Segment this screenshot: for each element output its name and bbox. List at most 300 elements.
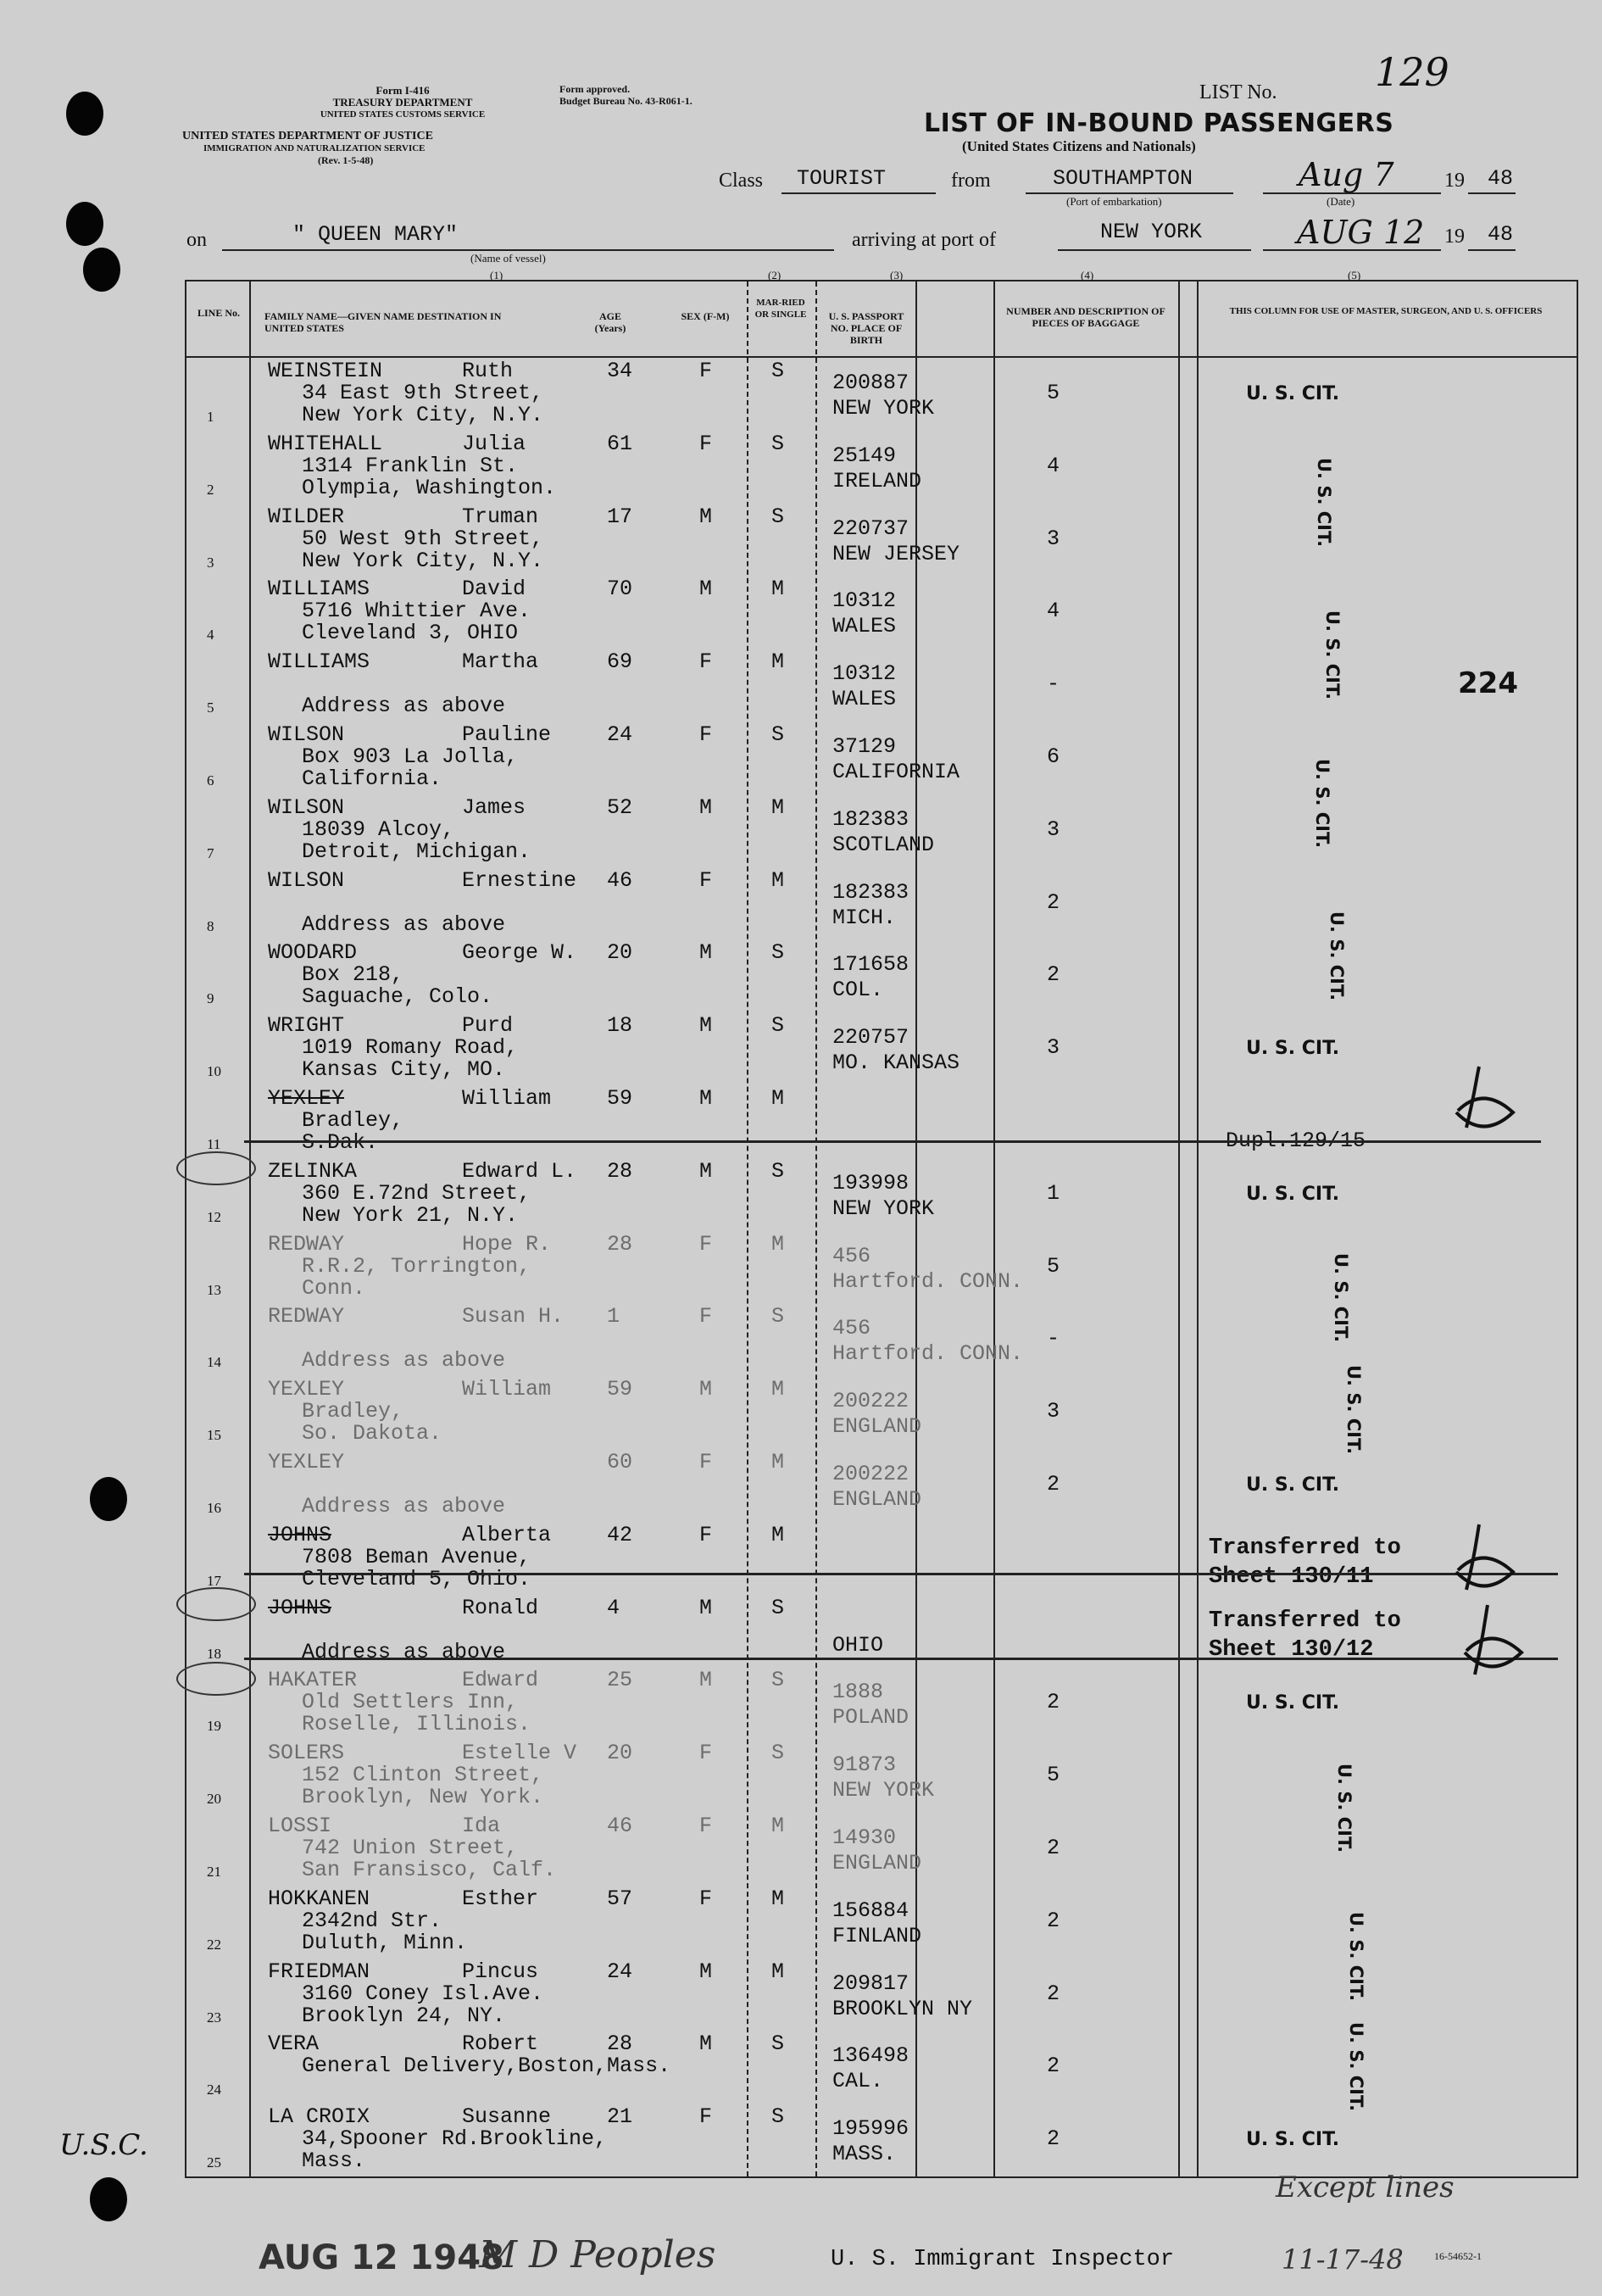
table-row xyxy=(186,1303,1577,1377)
arrival-date: AUG 12 xyxy=(1297,214,1425,251)
table-row xyxy=(186,649,1577,722)
place-of-birth: MO. KANSAS xyxy=(832,1050,960,1076)
passport-number: 136498 xyxy=(832,2043,909,2069)
transfer-note: Transferred to Sheet 130/11 xyxy=(1209,1535,1401,1590)
address-line-2: Address as above xyxy=(302,1639,506,1664)
age: 4 xyxy=(607,1595,620,1620)
customs-service: UNITED STATES CUSTOMS SERVICE xyxy=(320,109,486,120)
ins-service: IMMIGRATION AND NATURALIZATION SERVICE xyxy=(203,143,426,153)
line-number: 16 xyxy=(207,1500,221,1516)
budget-bureau: Budget Bureau No. 43-R061-1. xyxy=(559,95,693,107)
transfer-note: Transferred to Sheet 130/12 xyxy=(1209,1608,1401,1663)
col-index-1: (1) xyxy=(490,269,503,281)
address-line-2: Mass. xyxy=(302,2148,366,2174)
passport-number: 200887 xyxy=(832,371,909,395)
officer-note: U. S. CIT. xyxy=(1246,1183,1340,1205)
family-name: WOODARD xyxy=(268,940,358,966)
page-subtitle: (United States Citizens and Nationals) xyxy=(962,138,1196,154)
passport-number: 10312 xyxy=(832,588,897,614)
age: 46 xyxy=(607,867,633,893)
age: 24 xyxy=(607,722,633,747)
marital-status: M xyxy=(771,794,785,820)
address-line-1: 152 Clinton Street, xyxy=(302,1763,544,1788)
marital-status: S xyxy=(771,359,785,383)
officer-note: Dupl.129/15 xyxy=(1226,1128,1366,1153)
punch-hole xyxy=(90,2177,127,2221)
year-value-2: 48 xyxy=(1488,222,1514,247)
place-of-birth: IRELAND xyxy=(832,468,922,493)
col-index-5: (5) xyxy=(1348,269,1361,281)
age: 69 xyxy=(607,649,633,675)
given-name: Estelle V xyxy=(462,1741,577,1766)
address-line-2: Cleveland 3, OHIO xyxy=(302,621,519,646)
baggage-count: 2 xyxy=(1047,2126,1060,2152)
marital-status: M xyxy=(771,1377,785,1402)
line-number: 7 xyxy=(207,844,214,861)
col-header-age: AGE (Years) xyxy=(594,310,626,334)
place-of-birth: OHIO xyxy=(832,1632,884,1658)
family-name: HAKATER xyxy=(268,1668,358,1693)
line-number: 19 xyxy=(207,1718,221,1735)
baggage-count: 4 xyxy=(1047,599,1060,624)
address-line-2: Address as above xyxy=(302,1494,506,1519)
line-number: 14 xyxy=(207,1354,221,1371)
us-cit-vertical: U. S. CIT. xyxy=(1343,1365,1364,1455)
address-line-1: R.R.2, Torrington, xyxy=(302,1253,531,1279)
baggage-count: 1 xyxy=(1047,1180,1060,1206)
baggage-count: - xyxy=(1047,672,1060,697)
given-name: Ruth xyxy=(462,359,514,383)
given-name: Pauline xyxy=(462,722,552,747)
given-name: Edward L. xyxy=(462,1158,577,1184)
age: 20 xyxy=(607,1741,633,1766)
line-number: 24 xyxy=(207,2081,221,2098)
us-cit-vertical: U. S. CIT. xyxy=(1346,1912,1366,2002)
passport-number: 200222 xyxy=(832,1389,909,1414)
punch-hole xyxy=(90,1477,127,1521)
marital-status: M xyxy=(771,1814,785,1838)
line-number: 11 xyxy=(207,1136,221,1152)
given-name: William xyxy=(462,1086,552,1111)
family-name: YEXLEY xyxy=(268,1377,345,1402)
place-of-birth: COL. xyxy=(832,978,884,1003)
sex: M xyxy=(699,504,713,529)
table-row xyxy=(186,939,1577,1013)
marital-status: S xyxy=(771,1595,785,1620)
address-line-2: Address as above xyxy=(302,1348,506,1374)
col-header-baggage: NUMBER AND DESCRIPTION OF PIECES OF BAGGAGE xyxy=(1006,305,1165,329)
given-name: Ida xyxy=(462,1814,501,1838)
family-name: WILSON xyxy=(268,722,345,747)
sex: M xyxy=(699,1013,713,1039)
on-label: on xyxy=(186,229,207,251)
place-of-birth: MASS. xyxy=(832,2142,897,2167)
baggage-count: 2 xyxy=(1047,1690,1060,1715)
address-line-2: Brooklyn 24, NY. xyxy=(302,2003,506,2028)
class-label: Class xyxy=(719,170,764,192)
line-number: 2 xyxy=(207,481,214,498)
passport-number: 156884 xyxy=(832,1898,909,1923)
address-line-1: 742 Union Street, xyxy=(302,1836,519,1860)
line-number: 6 xyxy=(207,772,214,789)
address-line-1: Box 903 La Jolla, xyxy=(302,744,519,769)
sex: F xyxy=(699,1304,713,1329)
given-name: William xyxy=(462,1377,552,1402)
place-of-birth: WALES xyxy=(832,687,897,712)
marital-status: S xyxy=(771,1013,785,1039)
table-row xyxy=(186,358,1577,432)
age: 1 xyxy=(607,1304,620,1329)
sex: F xyxy=(699,359,713,383)
sex: M xyxy=(699,1959,713,1984)
baggage-count: 5 xyxy=(1047,381,1060,405)
baggage-count: 5 xyxy=(1047,1253,1060,1279)
age: 70 xyxy=(607,577,633,602)
arrival-port: NEW YORK xyxy=(1100,220,1203,244)
marital-status: S xyxy=(771,504,785,529)
address-line-2: Roselle, Illinois. xyxy=(302,1712,531,1737)
family-name: YEXLEY xyxy=(268,1086,345,1111)
baggage-count: 3 xyxy=(1047,816,1060,842)
treasury-dept: TREASURY DEPARTMENT xyxy=(332,96,473,109)
given-name: Edward xyxy=(462,1668,539,1693)
baggage-count: 2 xyxy=(1047,1836,1060,1860)
age: 17 xyxy=(607,504,633,529)
place-of-birth: Hartford. CONN. xyxy=(832,1268,1024,1294)
baggage-count: 2 xyxy=(1047,1908,1060,1933)
us-cit-vertical: U. S. CIT. xyxy=(1327,911,1347,1001)
line-number: 4 xyxy=(207,627,214,644)
family-name: WILLIAMS xyxy=(268,649,370,675)
passport-number: 37129 xyxy=(832,734,897,759)
family-name: WHITEHALL xyxy=(268,431,383,456)
marital-status: S xyxy=(771,431,785,456)
passport-number: 456 xyxy=(832,1243,871,1268)
sex: M xyxy=(699,794,713,820)
sex: M xyxy=(699,1668,713,1693)
col-header-sex: SEX (F-M) xyxy=(681,310,730,322)
table-row xyxy=(186,1740,1577,1814)
sex: F xyxy=(699,1814,713,1838)
given-name: James xyxy=(462,794,526,820)
family-name: REDWAY xyxy=(268,1231,345,1257)
address-line-1: 34 East 9th Street, xyxy=(302,381,544,405)
sex: F xyxy=(699,2104,713,2130)
year-prefix-2: 19 xyxy=(1444,226,1465,248)
passport-number: 182383 xyxy=(832,806,909,832)
marital-status: S xyxy=(771,1158,785,1184)
baggage-count: 2 xyxy=(1047,2054,1060,2079)
form-approved: Form approved. xyxy=(559,83,631,95)
age: 20 xyxy=(607,940,633,966)
table-row xyxy=(186,1085,1577,1159)
family-name: JOHNS xyxy=(268,1522,332,1547)
address-line-2: So. Dakota. xyxy=(302,1421,442,1446)
given-name: Ernestine xyxy=(462,867,577,893)
address-line-1: 1019 Romany Road, xyxy=(302,1035,519,1061)
address-line-1: 3160 Coney Isl.Ave. xyxy=(302,1981,544,2006)
age: 59 xyxy=(607,1086,633,1111)
table-row xyxy=(186,1813,1577,1886)
sex: F xyxy=(699,722,713,747)
us-cit-vertical: U. S. CIT. xyxy=(1334,1764,1354,1853)
family-name: LOSSI xyxy=(268,1814,332,1838)
inspector-label: U. S. Immigrant Inspector xyxy=(831,2247,1175,2272)
inspector-mark-icon xyxy=(1432,1060,1526,1145)
inspector-signature: M D Peoples xyxy=(479,2233,716,2276)
address-line-1: 50 West 9th Street, xyxy=(302,526,544,551)
line-number: 8 xyxy=(207,917,214,934)
col-index-3: (3) xyxy=(890,269,904,281)
inspector-mark-icon xyxy=(1441,1598,1534,1683)
marital-status: M xyxy=(771,1086,785,1111)
col-header-officer: THIS COLUMN FOR USE OF MASTER, SURGEON, AND U. S. OFFICERS xyxy=(1229,306,1543,316)
place-of-birth: WALES xyxy=(832,614,897,639)
departure-date: Aug 7 xyxy=(1299,156,1394,193)
marital-status: M xyxy=(771,577,785,602)
table-row xyxy=(186,722,1577,795)
year-prefix: 19 xyxy=(1444,170,1465,192)
age: 42 xyxy=(607,1522,633,1547)
family-name: FRIEDMAN xyxy=(268,1959,370,1984)
address-line-1: General Delivery,Boston,Mass. xyxy=(302,2054,671,2079)
marital-status: S xyxy=(771,2104,785,2130)
address-line-1: 18039 Alcoy, xyxy=(302,816,455,842)
baggage-count: 2 xyxy=(1047,1472,1060,1496)
place-of-birth: ENGLAND xyxy=(832,1851,922,1875)
line-number: 20 xyxy=(207,1791,221,1808)
sex: M xyxy=(699,1377,713,1402)
officer-note: U. S. CIT. xyxy=(1246,1038,1340,1060)
place-of-birth: BROOKLYN NY xyxy=(832,1996,973,2021)
address-line-2: New York 21, N.Y. xyxy=(302,1202,519,1228)
line-number: 9 xyxy=(207,990,214,1007)
age: 46 xyxy=(607,1814,633,1838)
age: 52 xyxy=(607,794,633,820)
address-line-1: 7808 Beman Avenue, xyxy=(302,1544,531,1569)
address-line-2: San Fransisco, Calf. xyxy=(302,1858,557,1882)
given-name: Susanne xyxy=(462,2104,552,2130)
line-number: 17 xyxy=(207,1572,221,1589)
sex: M xyxy=(699,1158,713,1184)
age: 18 xyxy=(607,1013,633,1039)
usc-margin-note: U.S.C. xyxy=(59,2128,148,2162)
sex: F xyxy=(699,1450,713,1474)
table-row xyxy=(186,794,1577,868)
form-number: Form I-416 xyxy=(375,84,430,97)
place-of-birth: CALIFORNIA xyxy=(832,760,960,784)
col-index-4: (4) xyxy=(1081,269,1094,281)
col-index-2: (2) xyxy=(768,269,782,281)
address-line-1: Old Settlers Inn, xyxy=(302,1690,519,1715)
family-name: WILSON xyxy=(268,867,345,893)
address-line-2: Address as above xyxy=(302,694,506,719)
baggage-count: 5 xyxy=(1047,1763,1060,1788)
passport-number: 456 xyxy=(832,1316,871,1341)
address-line-1: Box 218, xyxy=(302,962,404,988)
sex: F xyxy=(699,431,713,456)
marital-status: M xyxy=(771,1522,785,1547)
family-name: SOLERS xyxy=(268,1741,345,1766)
baggage-count: 6 xyxy=(1047,744,1060,769)
table-row xyxy=(186,1667,1577,1741)
place-of-birth: SCOTLAND xyxy=(832,832,935,857)
table-row xyxy=(186,867,1577,941)
passport-number: 220737 xyxy=(832,515,909,541)
officer-note: U. S. CIT. xyxy=(1246,383,1340,404)
table-row xyxy=(186,1449,1577,1523)
arrival-stamp: AUG 12 1948 xyxy=(259,2238,504,2277)
line-number: 13 xyxy=(207,1281,221,1298)
line-number: 10 xyxy=(207,1063,221,1080)
sex: F xyxy=(699,1886,713,1911)
officer-note: U. S. CIT. xyxy=(1246,1692,1340,1714)
sex: F xyxy=(699,649,713,675)
col-header-name: FAMILY NAME—GIVEN NAME DESTINATION IN UNITED STATES xyxy=(264,310,502,334)
place-of-birth: NEW YORK xyxy=(832,396,935,421)
marital-status: S xyxy=(771,722,785,747)
embarkation-port: SOUTHAMPTON xyxy=(1053,166,1193,191)
age: 57 xyxy=(607,1886,633,1911)
vessel-name: " QUEEN MARY" xyxy=(292,222,459,247)
punch-hole xyxy=(66,202,103,246)
place-of-birth: NEW YORK xyxy=(832,1778,935,1803)
line-number: 1 xyxy=(207,409,214,425)
line-number: 25 xyxy=(207,2154,221,2171)
us-cit-vertical: U. S. CIT. xyxy=(1314,458,1334,548)
sex: F xyxy=(699,1231,713,1257)
line-number: 22 xyxy=(207,1936,221,1953)
table-row xyxy=(186,1522,1577,1596)
from-label: from xyxy=(951,170,991,192)
date-caption: (Date) xyxy=(1327,195,1355,208)
given-name: Robert xyxy=(462,2031,539,2057)
given-name: David xyxy=(462,577,526,602)
col-header-line-no: LINE No. xyxy=(197,307,240,319)
sex: F xyxy=(699,867,713,893)
given-name: Ronald xyxy=(462,1595,539,1620)
passenger-table xyxy=(185,280,1578,2178)
table-row xyxy=(186,1959,1577,2032)
passport-number: 91873 xyxy=(832,1753,897,1778)
col-header-married: MAR-RIED OR SINGLE xyxy=(754,298,807,320)
marital-status: S xyxy=(771,1304,785,1329)
table-row xyxy=(186,2104,1577,2177)
punch-hole xyxy=(66,92,103,136)
table-row xyxy=(186,1886,1577,1959)
family-name: HOKKANEN xyxy=(268,1886,370,1911)
place-of-birth: CAL. xyxy=(832,2069,884,2094)
marital-status: S xyxy=(771,1741,785,1766)
line-number: 3 xyxy=(207,554,214,571)
address-line-1: Bradley, xyxy=(302,1399,404,1424)
baggage-count: 3 xyxy=(1047,526,1060,551)
line-number: 23 xyxy=(207,2009,221,2026)
cancel-circle xyxy=(176,1662,256,1696)
given-name: Alberta xyxy=(462,1522,552,1547)
col-header-passport: U. S. PASSPORT NO. PLACE OF BIRTH xyxy=(828,310,904,346)
port-caption: (Port of embarkation) xyxy=(1066,195,1162,208)
baggage-count: 2 xyxy=(1047,889,1060,915)
address-line-1: Bradley, xyxy=(302,1108,404,1133)
age: 24 xyxy=(607,1959,633,1984)
justice-dept: UNITED STATES DEPARTMENT OF JUSTICE xyxy=(182,130,433,142)
marital-status: M xyxy=(771,1450,785,1474)
address-line-2: Cleveland 5, Ohio. xyxy=(302,1566,531,1591)
baggage-count: - xyxy=(1047,1326,1060,1351)
address-line-1: 1314 Franklin St. xyxy=(302,453,519,478)
sex: M xyxy=(699,940,713,966)
given-name: Truman xyxy=(462,504,539,529)
place-of-birth: NEW JERSEY xyxy=(832,541,960,566)
line-number: 12 xyxy=(207,1208,221,1225)
age: 28 xyxy=(607,1158,633,1184)
class-value: TOURIST xyxy=(797,166,887,191)
age: 61 xyxy=(607,431,633,456)
place-of-birth: ENGLAND xyxy=(832,1487,922,1512)
sex: M xyxy=(699,2031,713,2057)
address-line-2: Duluth, Minn. xyxy=(302,1930,468,1955)
family-name: VERA xyxy=(268,2031,320,2057)
passport-number: 193998 xyxy=(832,1170,909,1195)
cancel-circle xyxy=(176,1587,256,1621)
us-cit-vertical: U. S. CIT. xyxy=(1312,759,1332,849)
family-name: WILSON xyxy=(268,794,345,820)
age: 34 xyxy=(607,359,633,383)
baggage-count: 3 xyxy=(1047,1399,1060,1424)
given-name: Julia xyxy=(462,431,526,456)
cancel-circle xyxy=(176,1151,256,1185)
list-no-label: LIST No. xyxy=(1199,81,1277,103)
us-cit-vertical: U. S. CIT. xyxy=(1322,610,1343,700)
page-count: 224 xyxy=(1458,666,1518,700)
table-row xyxy=(186,504,1577,577)
line-number: 18 xyxy=(207,1645,221,1662)
punch-hole xyxy=(83,248,120,292)
revision: (Rev. 1-5-48) xyxy=(318,154,374,166)
address-line-2: Brooklyn, New York. xyxy=(302,1785,544,1810)
address-line-2: New York City, N.Y. xyxy=(302,403,544,427)
given-name: Hope R. xyxy=(462,1231,552,1257)
place-of-birth: FINLAND xyxy=(832,1923,922,1948)
sex: F xyxy=(699,1522,713,1547)
baggage-count: 2 xyxy=(1047,1981,1060,2006)
passport-number: 182383 xyxy=(832,879,909,905)
age: 28 xyxy=(607,1231,633,1257)
passport-number: 10312 xyxy=(832,661,897,687)
given-name: Martha xyxy=(462,649,539,675)
table-row xyxy=(186,1012,1577,1086)
table-row xyxy=(186,431,1577,504)
passport-number: 14930 xyxy=(832,1825,897,1850)
family-name: JOHNS xyxy=(268,1595,332,1620)
marital-status: S xyxy=(771,1668,785,1693)
page-title: LIST OF IN-BOUND PASSENGERS xyxy=(924,109,1394,138)
us-cit-vertical: U. S. CIT. xyxy=(1346,2022,1366,2112)
passport-number: 200222 xyxy=(832,1462,909,1486)
age: 59 xyxy=(607,1377,633,1402)
passport-number: 25149 xyxy=(832,443,897,468)
passport-number: 195996 xyxy=(832,2116,909,2142)
table-row xyxy=(186,576,1577,649)
inspector-mark-icon xyxy=(1432,1518,1526,1602)
year-value: 48 xyxy=(1488,166,1514,191)
footer-date: 11-17-48 xyxy=(1282,2243,1404,2276)
age: 25 xyxy=(607,1668,633,1693)
form-code: 16-54652-1 xyxy=(1434,2250,1482,2262)
address-line-1: 2342nd Str. xyxy=(302,1908,442,1933)
place-of-birth: MICH. xyxy=(832,905,897,930)
